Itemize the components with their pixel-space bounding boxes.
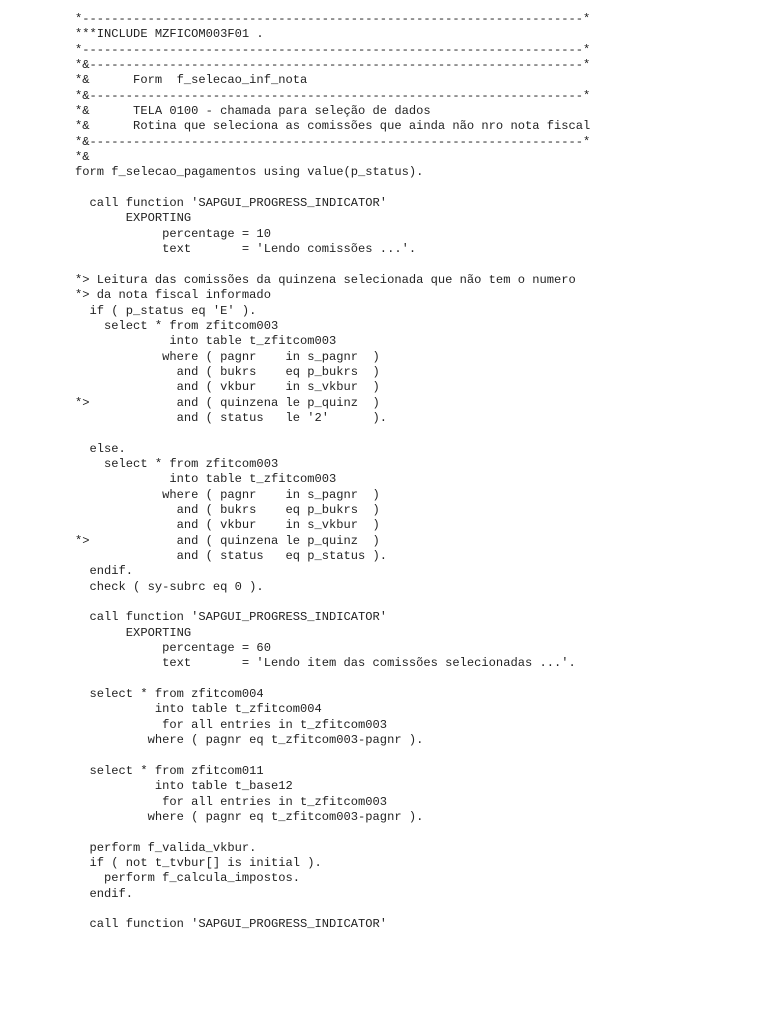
code-line: *&--------------------------------------------------------------------* xyxy=(75,58,591,73)
code-line: *& Form f_selecao_inf_nota xyxy=(75,73,308,88)
code-line: percentage = 10 xyxy=(75,226,271,241)
code-line: *> Leitura das comissões da quinzena selecionada que não tem o numero xyxy=(75,272,576,287)
code-line: EXPORTING xyxy=(75,211,192,226)
code-line: *&--------------------------------------------------------------------* xyxy=(75,88,591,103)
code-line: call function 'SAPGUI_PROGRESS_INDICATOR' xyxy=(75,610,388,625)
code-line: into table t_base12 xyxy=(75,779,293,794)
code-line: if ( p_status eq 'E' ). xyxy=(75,303,257,318)
code-line: for all entries in t_zfitcom003 xyxy=(75,794,388,809)
blank-line xyxy=(75,902,755,917)
code-line: if ( not t_tvbur[] is initial ). xyxy=(75,855,322,870)
code-line: percentage = 60 xyxy=(75,641,271,656)
blank-line xyxy=(75,181,755,196)
code-line: and ( vkbur in s_vkbur ) xyxy=(75,518,380,533)
code-line: *& xyxy=(75,150,90,165)
code-line: *---------------------------------------------------------------------* xyxy=(75,42,591,57)
code-line: call function 'SAPGUI_PROGRESS_INDICATOR' xyxy=(75,196,388,211)
code-line: else. xyxy=(75,441,126,456)
code-line: *> da nota fiscal informado xyxy=(75,288,271,303)
code-line: ***INCLUDE MZFICOM003F01 . xyxy=(75,27,264,42)
code-line: *> and ( quinzena le p_quinz ) xyxy=(75,533,380,548)
code-line: *&--------------------------------------------------------------------* xyxy=(75,134,591,149)
code-line: select * from zfitcom004 xyxy=(75,687,264,702)
code-line: EXPORTING xyxy=(75,625,192,640)
code-line: endif. xyxy=(75,564,134,579)
blank-line xyxy=(75,825,755,840)
code-line: where ( pagnr in s_pagnr ) xyxy=(75,349,380,364)
code-line: where ( pagnr eq t_zfitcom003-pagnr ). xyxy=(75,733,424,748)
code-line: and ( bukrs eq p_bukrs ) xyxy=(75,364,380,379)
code-line: and ( bukrs eq p_bukrs ) xyxy=(75,503,380,517)
blank-line xyxy=(75,672,755,687)
blank-line xyxy=(75,258,755,273)
code-line: into table t_zfitcom003 xyxy=(75,334,337,349)
code-line: form f_selecao_pagamentos using value(p_status). xyxy=(75,165,424,180)
code-line: into table t_zfitcom003 xyxy=(75,472,337,487)
code-line: endif. xyxy=(75,886,134,901)
code-line: *---------------------------------------------------------------------* xyxy=(75,12,591,26)
code-line: select * from zfitcom003 xyxy=(75,456,279,471)
code-line: *& TELA 0100 - chamada para seleção de dados xyxy=(75,104,431,119)
code-line: *& Rotina que seleciona as comissões que ainda não nro nota fiscal xyxy=(75,119,591,134)
code-line: call function 'SAPGUI_PROGRESS_INDICATOR' xyxy=(75,917,388,932)
blank-line xyxy=(75,426,755,441)
code-line: into table t_zfitcom004 xyxy=(75,702,322,717)
abap-code-listing xyxy=(75,12,755,933)
code-line: for all entries in t_zfitcom003 xyxy=(75,717,388,732)
code-line: and ( vkbur in s_vkbur ) xyxy=(75,380,380,395)
code-line: text = 'Lendo item das comissões selecionadas ...'. xyxy=(75,656,576,671)
code-line: *> and ( quinzena le p_quinz ) xyxy=(75,395,380,410)
code-line: select * from zfitcom003 xyxy=(75,318,279,333)
code-line: and ( status eq p_status ). xyxy=(75,549,388,564)
blank-line xyxy=(75,595,755,610)
code-line: and ( status le '2' ). xyxy=(75,410,388,425)
code-line: select * from zfitcom011 xyxy=(75,763,264,778)
code-line: where ( pagnr in s_pagnr ) xyxy=(75,487,380,502)
code-line: check ( sy-subrc eq 0 ). xyxy=(75,579,264,594)
code-line: text = 'Lendo comissões ...'. xyxy=(75,242,417,257)
code-line: perform f_calcula_impostos. xyxy=(75,871,300,886)
code-line: perform f_valida_vkbur. xyxy=(75,840,257,855)
code-line: where ( pagnr eq t_zfitcom003-pagnr ). xyxy=(75,809,424,824)
blank-line xyxy=(75,749,755,764)
